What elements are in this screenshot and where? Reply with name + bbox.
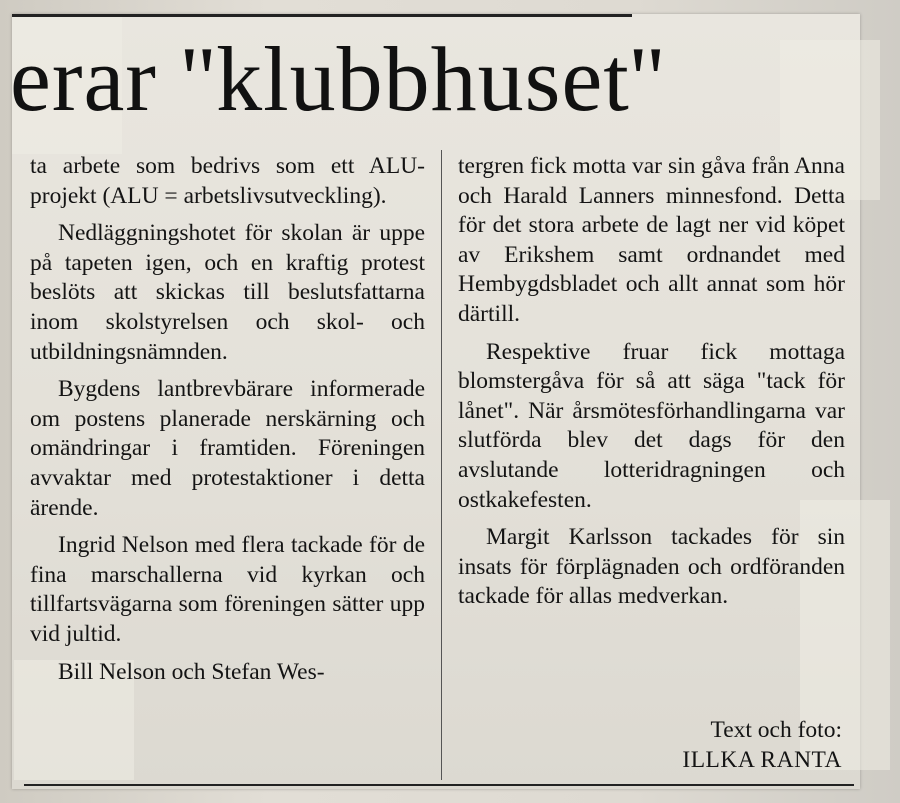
byline-author: ILLKA RANTA: [682, 747, 842, 773]
article-column-right: [458, 152, 845, 612]
byline-credit: Text och foto:: [710, 717, 842, 743]
byline: [682, 715, 842, 775]
paragraph: Bygdens lantbrevbärare informerade om postens planerade nerskärning och omändringar i framtiden. Föreningen avvaktar med protestaktioner i detta ärende.: [30, 376, 425, 521]
article-column-left: [30, 152, 425, 687]
paragraph: Respektive fruar fick mottaga blomstergåva för så att säga "tack för lånet". När årsmötesförhandlingarna var slutförda blev det dags för den avslutande lotteridragningen och ostkakefesten.: [458, 338, 845, 513]
paragraph: ta arbete som bedrivs som ett ALU-projekt (ALU = arbetslivsutveckling).: [30, 153, 425, 209]
paragraph: Bill Nelson och Stefan Wes-: [58, 658, 325, 685]
column-divider: [441, 150, 442, 780]
headline: erar ''klubbhuset'': [10, 28, 666, 130]
paragraph: Margit Karlsson tackades för sin insats för förplägnaden och ordföranden tackade för allas medverkan.: [458, 524, 845, 610]
paragraph: Nedläggningshotet för skolan är uppe på tapeten igen, och en kraftig protest beslöts att skickas till beslutsfattarna inom skolstyrelsen och skol- och utbildningsnämnden.: [30, 220, 425, 365]
paragraph: tergren fick motta var sin gåva från Anna och Harald Lanners minnesfond. Detta för det stora arbete de lagt ner vid köpet av Erikshem samt ordnandet med Hembygdsbladet och allt annat som hör därtill.: [458, 153, 845, 327]
paragraph: Ingrid Nelson med flera tackade för de fina marschallerna vid kyrkan och tillfartsvägarna som föreningen sätter upp vid jultid.: [30, 532, 425, 647]
top-rule: [12, 14, 632, 17]
bottom-rule: [24, 784, 854, 786]
